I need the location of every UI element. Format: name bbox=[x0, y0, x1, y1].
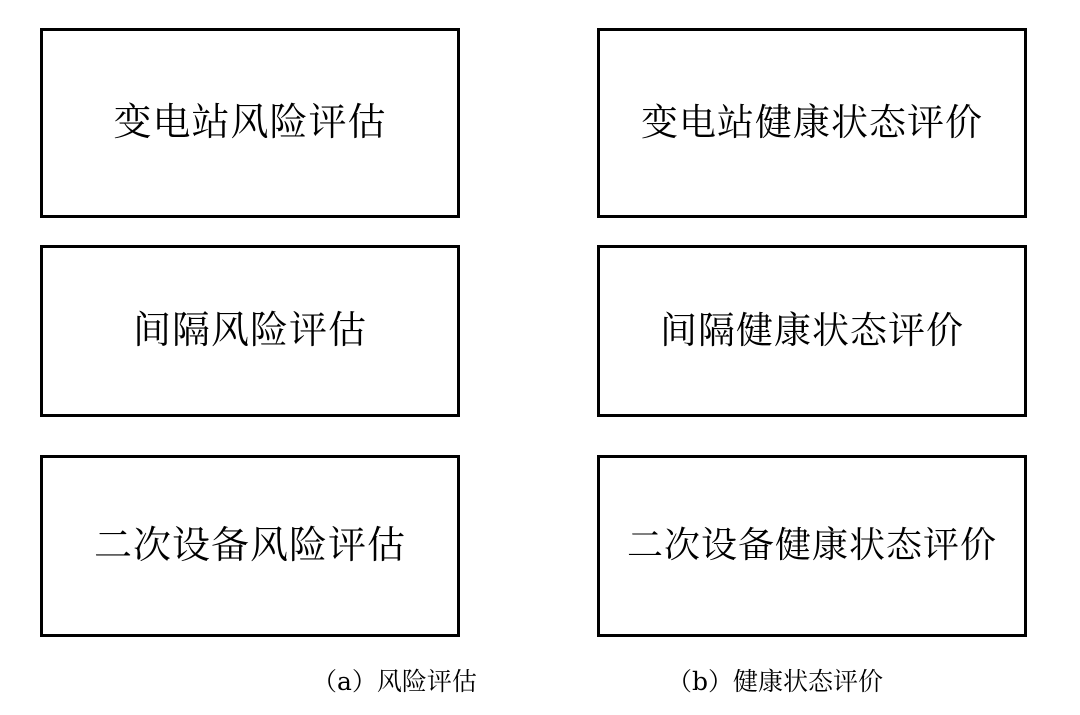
caption-a: （a）风险评估 bbox=[312, 667, 477, 696]
column-risk-assessment bbox=[40, 0, 470, 715]
node-bay-health bbox=[597, 245, 1027, 417]
node-label: 变电站健康状态评价 bbox=[641, 100, 983, 144]
node-secondary-equipment-health bbox=[597, 455, 1027, 637]
node-label: 二次设备健康状态评价 bbox=[626, 525, 997, 567]
column-health-status-evaluation bbox=[597, 0, 1027, 715]
node-label: 间隔风险评估 bbox=[132, 308, 367, 353]
node-label: 二次设备风险评估 bbox=[93, 523, 406, 568]
caption-b: （b）健康状态评价 bbox=[667, 667, 884, 696]
node-label: 变电站风险评估 bbox=[113, 100, 387, 145]
node-label: 间隔健康状态评价 bbox=[660, 308, 964, 352]
node-bay-risk bbox=[40, 245, 460, 417]
node-substation-health bbox=[597, 28, 1027, 218]
node-substation-risk bbox=[40, 28, 460, 218]
node-secondary-equipment-risk bbox=[40, 455, 460, 637]
